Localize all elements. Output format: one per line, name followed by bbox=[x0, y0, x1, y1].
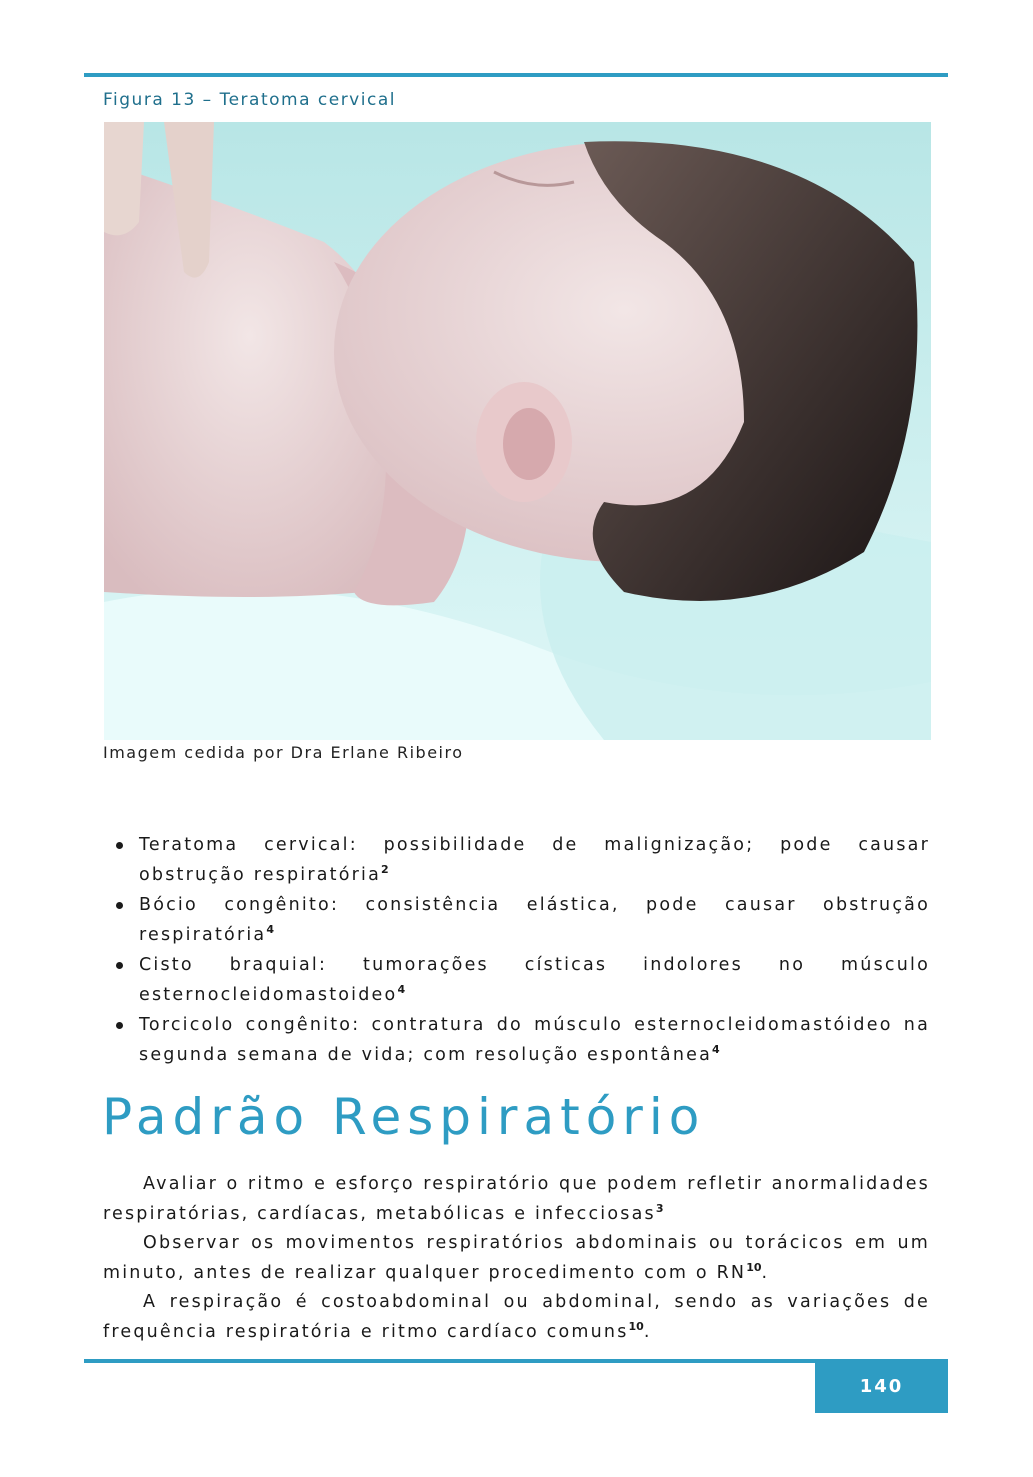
list-item-text: Teratoma cervical: possibilidade de malignização; pode causar obstrução respiratória bbox=[139, 835, 930, 885]
reference-superscript: 10 bbox=[628, 1319, 644, 1333]
top-rule bbox=[84, 73, 948, 77]
reference-superscript: 2 bbox=[381, 863, 389, 876]
bullet-dot-icon bbox=[116, 842, 123, 849]
newborn-photo-illustration bbox=[104, 122, 931, 740]
figure-caption: Figura 13 – Teratoma cervical bbox=[103, 90, 396, 110]
list-item-text: Cisto braquial: tumorações císticas indolores no músculo esternocleidomastoideo bbox=[139, 955, 930, 1005]
bullet-dot-icon bbox=[116, 902, 123, 909]
page-number: 140 bbox=[859, 1375, 904, 1397]
reference-superscript: 4 bbox=[397, 983, 406, 996]
paragraph bbox=[103, 1170, 930, 1229]
body-text bbox=[103, 1170, 930, 1347]
section-title: Padrão Respiratório bbox=[102, 1088, 706, 1146]
list-item-text: Torcicolo congênito: contratura do músculo esternocleidomastóideo na segunda semana de vida; com resolução espontânea bbox=[139, 1015, 930, 1065]
figure-photo bbox=[104, 122, 931, 740]
reference-superscript: 4 bbox=[712, 1043, 720, 1056]
paragraph-text: Avaliar o ritmo e esforço respiratório que podem refletir anormalidades respiratórias, cardíacas, metabólicas e infecciosas bbox=[103, 1174, 930, 1224]
paragraph-text: Observar os movimentos respiratórios abdominais ou torácicos em um minuto, antes de realizar qualquer procedimento com o RN bbox=[103, 1233, 930, 1283]
list-item bbox=[103, 1010, 930, 1070]
paragraph bbox=[103, 1288, 930, 1347]
bullet-list bbox=[103, 830, 930, 1070]
paragraph-tail: . bbox=[761, 1262, 770, 1283]
paragraph-text: A respiração é costoabdominal ou abdominal, sendo as variações de frequência respiratória e ritmo cardíaco comuns bbox=[103, 1292, 930, 1342]
image-credit: Imagem cedida por Dra Erlane Ribeiro bbox=[103, 743, 464, 762]
paragraph bbox=[103, 1229, 930, 1288]
reference-superscript: 4 bbox=[266, 923, 274, 936]
list-item bbox=[103, 830, 930, 890]
reference-superscript: 10 bbox=[746, 1260, 762, 1274]
paragraph-tail: . bbox=[643, 1321, 652, 1342]
list-item-text: Bócio congênito: consistência elástica, pode causar obstrução respiratória bbox=[139, 895, 930, 945]
list-item bbox=[103, 950, 930, 1010]
reference-superscript: 3 bbox=[655, 1201, 664, 1215]
page-number-box bbox=[815, 1359, 948, 1413]
bullet-dot-icon bbox=[116, 1022, 123, 1029]
bullet-dot-icon bbox=[116, 962, 123, 969]
list-item bbox=[103, 890, 930, 950]
